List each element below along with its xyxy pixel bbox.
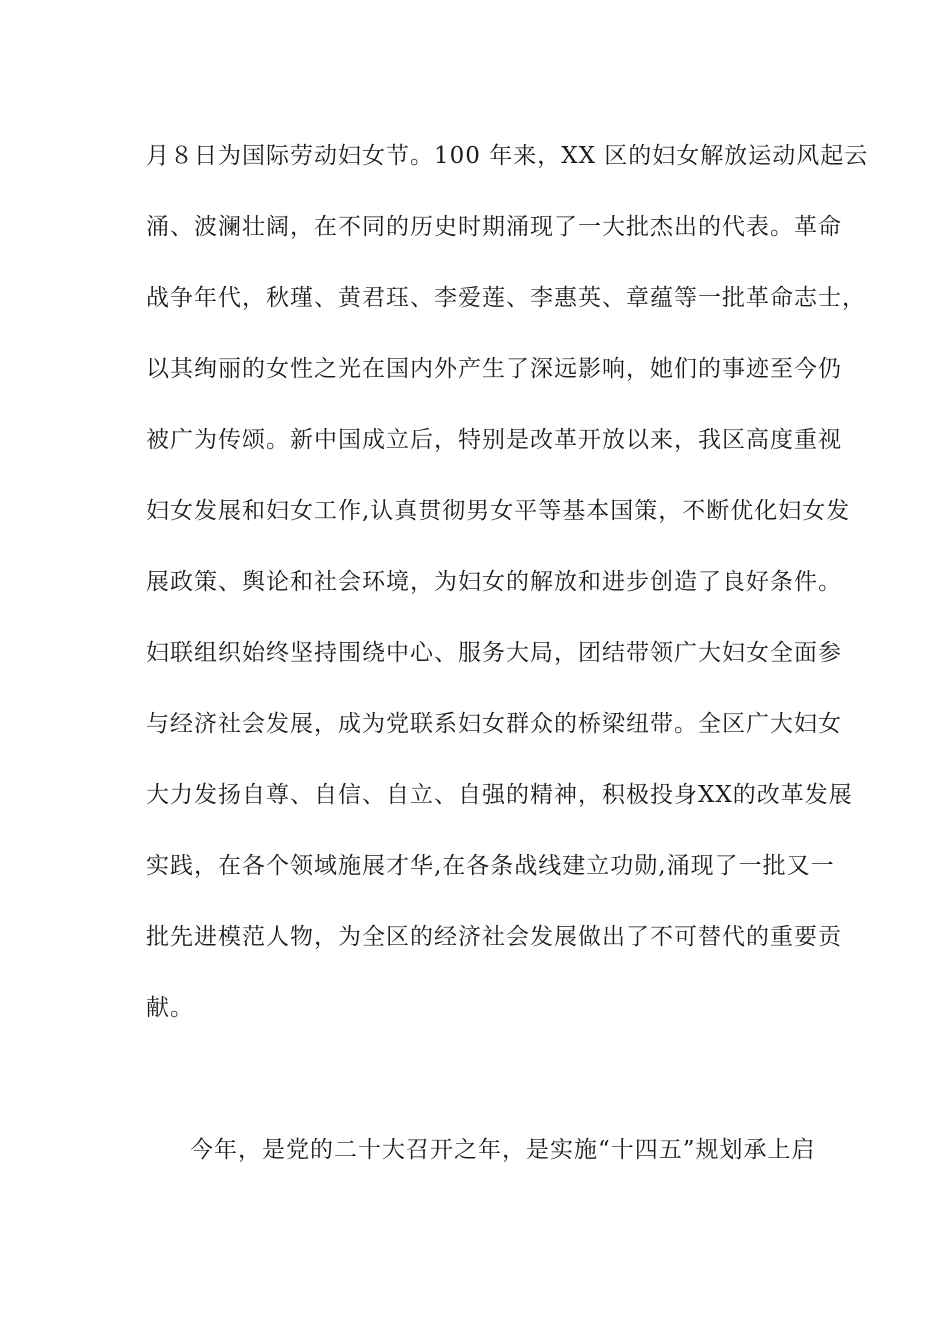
paragraph-line: 妇女发展和妇女工作,认真贯彻男女平等基本国策，不断优化妇女发 [146,498,851,524]
paragraph-line: 战争年代，秋瑾、黄君珏、李爱莲、李惠英、章蕴等一批革命志士， [146,285,866,311]
paragraph-line: 展政策、舆论和社会环境，为妇女的解放和进步创造了良好条件。 [146,569,842,595]
paragraph-line: 涌、波澜壮阔，在不同的历史时期涌现了一大批杰出的代表。革命 [146,214,842,240]
paragraph-line: 大力发扬自尊、自信、自立、自强的精神，积极投身XX的改革发展 [146,782,853,808]
paragraph-line: 以其绚丽的女性之光在国内外产生了深远影响，她们的事迹至今仍 [146,356,842,382]
paragraph-line: 妇联组织始终坚持围绕中心、服务大局，团结带领广大妇女全面参 [146,640,842,666]
paragraph-line: 今年，是党的二十大召开之年，是实施“十四五”规划承上启 [190,1137,816,1163]
paragraph-line: 献。 [146,995,194,1021]
paragraph-line: 实践，在各个领域施展才华,在各条战线建立功勋,涌现了一批又一 [146,853,835,879]
paragraph-line: 批先进模范人物，为全区的经济社会发展做出了不可替代的重要贡 [146,924,842,950]
paragraph-line: 月８日为国际劳动妇女节。100 年来，XX 区的妇女解放运动风起云 [146,143,869,169]
paragraph-line: 被广为传颂。新中国成立后，特别是改革开放以来，我区高度重视 [146,427,842,453]
paragraph-line: 与经济社会发展，成为党联系妇女群众的桥梁纽带。全区广大妇女 [146,711,842,737]
